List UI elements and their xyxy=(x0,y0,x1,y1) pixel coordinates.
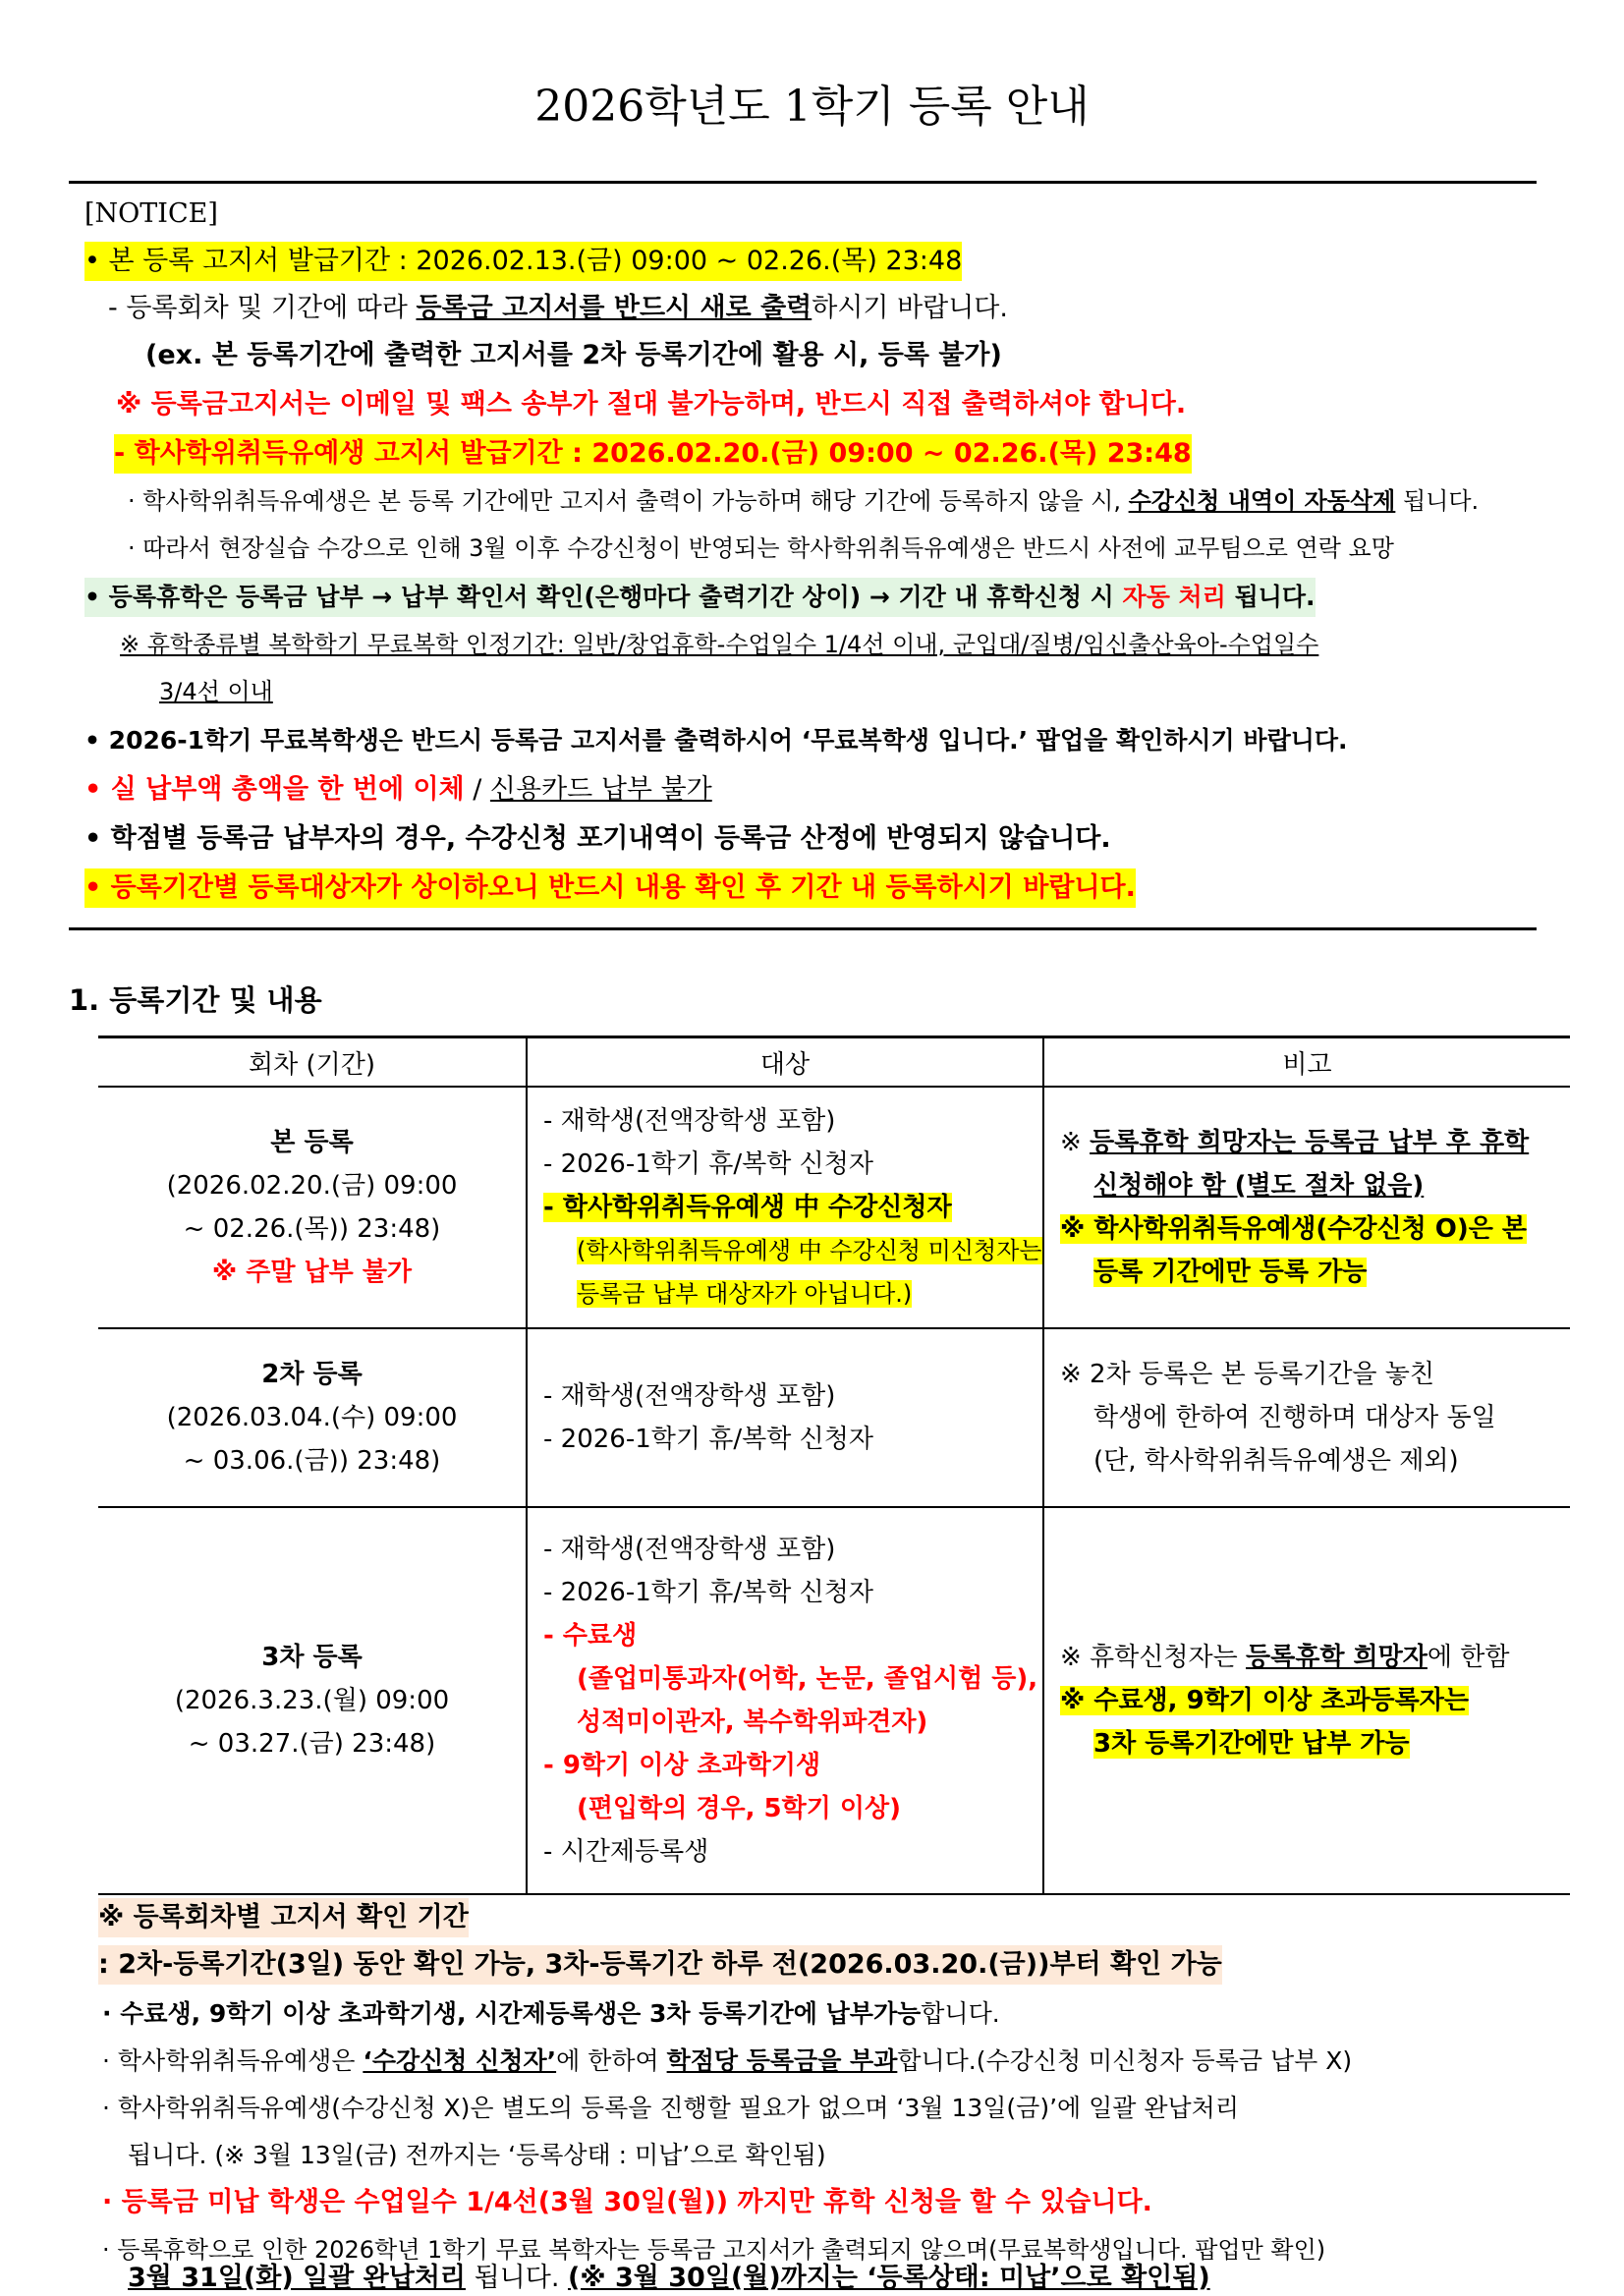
emphasis-text: (※ 3월 30일(월)까지는 ‘등록상태: 미납’으로 확인됨) xyxy=(567,2263,1210,2293)
round-name: 3차 등록 xyxy=(261,1643,363,1672)
target-cell xyxy=(527,1328,1043,1507)
footer-check-period-title: ※ 등록회차별 고지서 확인 기간 xyxy=(98,1898,469,1937)
text: 됩니다. xyxy=(465,2263,568,2293)
emphasis-text: ‘수강신청 신청자’ xyxy=(363,2046,557,2075)
text: ※ 휴학신청자는 xyxy=(1060,1643,1247,1672)
target-item: 성적미이관자, 복수학위파견자) xyxy=(577,1708,928,1737)
notice-field-practice: · 따라서 현장실습 수강으로 인해 3월 이후 수강신청이 반영되는 학사학위취득유예생은 반드시 사전에 교무팀으로 연락 요망 xyxy=(128,534,1394,562)
round-name: 2차 등록 xyxy=(261,1360,363,1389)
text: 에 한하여 xyxy=(556,2046,667,2075)
target-item: - 2026-1학기 휴/복학 신청자 xyxy=(543,1149,873,1179)
round-cell xyxy=(98,1328,527,1507)
target-item: (학사학위취득유예생 中 수강신청 미신청자는 xyxy=(577,1237,1042,1264)
footer-deferred-fee xyxy=(102,2042,1352,2081)
text: · 학사학위취득유예생은 본 등록 기간에만 고지서 출력이 가능하며 해당 기간에 등록하지 않을 시, xyxy=(128,487,1129,515)
notice-free-return-period: ※ 휴학종류별 복학학기 무료복학 인정기간: 일반/창업휴학-수업일수 1/4선 이내, 군입대/질병/임신출산육아-수업일수 xyxy=(120,631,1319,658)
text: 에 한함 xyxy=(1427,1643,1510,1672)
notice-deferred-period: - 학사학위취득유예생 고지서 발급기간 : 2026.02.20.(금) 09:00 ~ 02.26.(목) 23:48 xyxy=(114,434,1192,474)
footer-free-return: · 등록휴학으로 인한 2026학년 1학기 무료 복학자는 등록금 고지서가 출력되지 않으며(무료복학생입니다. 팝업만 확인) xyxy=(102,2236,1326,2264)
footer-check-period-detail: : 2차-등록기간(3일) 동안 확인 가능, 3차-등록기간 하루 전(2026.03.20.(금))부터 확인 가능 xyxy=(98,1945,1222,1985)
page-title: 2026학년도 1학기 등록 안내 xyxy=(534,82,1090,132)
text: · 수료생, 9학기 이상 초과학기생, 시간제등록생은 3차 등록기간에 납부가능 xyxy=(102,1999,922,2028)
target-item: - 재학생(전액장학생 포함) xyxy=(543,1535,836,1564)
footer-deferred-auto: · 학사학위취득유예생(수강신청 X)은 별도의 등록을 진행할 필요가 없으며 ‘3월 13일(금)’에 일괄 완납처리 xyxy=(102,2094,1239,2122)
target-item: (편입학의 경우, 5학기 이상) xyxy=(577,1794,902,1823)
remark-item: ※ 학사학위취득유예생(수강신청 O)은 본 xyxy=(1060,1214,1528,1244)
target-cell xyxy=(527,1507,1043,1894)
text: 됩니다. xyxy=(1225,583,1316,611)
footer-unpaid-leave: · 등록금 미납 학생은 수업일수 1/4선(3월 30일(월)) 까지만 휴학 신청을 할 수 있습니다. xyxy=(102,2187,1152,2217)
text: · 학사학위취득유예생은 xyxy=(102,2046,364,2075)
emphasis-text: 수강신청 내역이 자동삭제 xyxy=(1128,487,1396,515)
target-item: - 수료생 xyxy=(543,1621,638,1651)
emphasis-text: 등록금 고지서를 반드시 새로 출력 xyxy=(416,293,812,323)
round-period: ~ 03.27.(금) 23:48) xyxy=(188,1729,436,1759)
remark-cell xyxy=(1043,1328,1570,1507)
footer-deferred-auto-cont: 됩니다. (※ 3월 13일(금) 전까지는 ‘등록상태 : 미납’으로 확인됨) xyxy=(128,2141,826,2169)
notice-free-return-period-cont: 3/4선 이내 xyxy=(159,678,273,705)
remark-item: 3차 등록기간에만 납부 가능 xyxy=(1093,1729,1410,1759)
target-item: - 재학생(전액장학생 포함) xyxy=(543,1106,836,1136)
table-header-row xyxy=(98,1037,1570,1088)
round-name: 본 등록 xyxy=(270,1128,354,1157)
notice-bottom-rule xyxy=(69,927,1537,930)
text: 합니다.(수강신청 미신청자 등록금 납부 X) xyxy=(897,2046,1353,2075)
target-item: - 9학기 이상 초과학기생 xyxy=(543,1751,821,1780)
table-row xyxy=(98,1087,1570,1328)
footer-completion-students xyxy=(102,1994,1000,2034)
target-item: - 재학생(전액장학생 포함) xyxy=(543,1381,836,1411)
text: ※ xyxy=(1060,1128,1091,1157)
text: / xyxy=(464,774,490,805)
col-header-period: 회차 (기간) xyxy=(98,1037,527,1088)
round-note: ※ 주말 납부 불가 xyxy=(211,1258,413,1287)
remark-item: 신청해야 함 (별도 절차 없음) xyxy=(1093,1171,1425,1201)
round-period: ~ 03.06.(금)) 23:48) xyxy=(183,1446,441,1476)
round-period: ~ 02.26.(목)) 23:48) xyxy=(183,1214,441,1244)
notice-credit-payer: • 학점별 등록금 납부자의 경우, 수강신청 포기내역이 등록금 산정에 반영되지 않습니다. xyxy=(84,823,1111,854)
col-header-note: 비고 xyxy=(1043,1037,1570,1088)
footer-free-return-cont xyxy=(128,2262,1210,2295)
remark-cell xyxy=(1043,1087,1570,1328)
remark-item: ※ 2차 등록은 본 등록기간을 놓친 xyxy=(1060,1360,1435,1389)
round-cell xyxy=(98,1507,527,1894)
emphasis-text: 자동 처리 xyxy=(1122,583,1226,611)
round-cell xyxy=(98,1087,527,1328)
notice-reprint-line xyxy=(108,289,1008,328)
notice-free-return-popup: • 2026-1학기 무료복학생은 반드시 등록금 고지서를 출력하시어 ‘무료복학생 입니다.’ 팝업을 확인하시기 바랍니다. xyxy=(84,726,1348,755)
section-heading: 1. 등록기간 및 내용 xyxy=(69,983,322,1017)
col-header-target: 대상 xyxy=(527,1037,1043,1088)
notice-issue-period: • 본 등록 고지서 발급기간 : 2026.02.13.(금) 09:00 ~ 02.26.(목) 23:48 xyxy=(84,242,962,281)
remark-item: 등록휴학 희망자는 등록금 납부 후 휴학 xyxy=(1090,1128,1530,1157)
table-row xyxy=(98,1507,1570,1894)
notice-header: [NOTICE] xyxy=(84,198,218,229)
text: • 등록휴학은 등록금 납부 → 납부 확인서 확인(은행마다 출력기간 상이) → 기간 내 휴학신청 시 xyxy=(84,583,1123,611)
emphasis-text: 학점당 등록금을 부과 xyxy=(666,2046,898,2075)
remark-item: (단, 학사학위취득유예생은 제외) xyxy=(1093,1446,1459,1476)
target-item: - 학사학위취득유예생 中 수강신청자 xyxy=(543,1193,952,1222)
text: 됩니다. xyxy=(1395,487,1480,515)
target-item: - 2026-1학기 휴/복학 신청자 xyxy=(543,1578,873,1607)
notice-leave-process xyxy=(84,578,1316,617)
text: - 등록회차 및 기간에 따라 xyxy=(108,293,417,323)
target-item: - 시간제등록생 xyxy=(543,1837,709,1867)
target-item: 등록금 납부 대상자가 아닙니다.) xyxy=(577,1280,913,1308)
text: 하시기 바랍니다. xyxy=(812,293,1008,323)
emphasis-text: 3월 31일(화) 일괄 완납처리 xyxy=(128,2263,466,2293)
remark-cell xyxy=(1043,1507,1570,1894)
remark-item: 학생에 한하여 진행하며 대상자 동일 xyxy=(1093,1403,1496,1432)
remark-item: 등록휴학 희망자 xyxy=(1246,1643,1428,1672)
round-period: (2026.03.04.(수) 09:00 xyxy=(166,1403,458,1432)
notice-example-line: (ex. 본 등록기간에 출력한 고지서를 2차 등록기간에 활용 시, 등록 불가) xyxy=(145,340,1002,370)
notice-deferred-detail xyxy=(128,481,1479,521)
notice-print-warning: ※ 등록금고지서는 이메일 및 팩스 송부가 절대 불가능하며, 반드시 직접 출력하셔야 합니다. xyxy=(116,389,1187,420)
text: 신용카드 납부 불가 xyxy=(489,774,712,805)
remark-item: ※ 수료생, 9학기 이상 초과등록자는 xyxy=(1060,1686,1469,1715)
round-period: (2026.02.20.(금) 09:00 xyxy=(166,1171,458,1201)
text: 합니다. xyxy=(921,1999,1000,2028)
registration-table xyxy=(98,1036,1570,1895)
notice-payment-rule xyxy=(84,770,712,810)
remark-item: 등록 기간에만 등록 가능 xyxy=(1093,1258,1368,1287)
round-period: (2026.3.23.(월) 09:00 xyxy=(174,1686,450,1715)
text: • 실 납부액 총액을 한 번에 이체 xyxy=(84,774,465,805)
target-cell xyxy=(527,1087,1043,1328)
notice-check-warning: • 등록기간별 등록대상자가 상이하오니 반드시 내용 확인 후 기간 내 등록하시기 바랍니다. xyxy=(84,868,1136,908)
notice-top-rule xyxy=(69,181,1537,184)
target-item: (졸업미통과자(어학, 논문, 졸업시험 등), xyxy=(577,1664,1038,1694)
table-row xyxy=(98,1328,1570,1507)
target-item: - 2026-1학기 휴/복학 신청자 xyxy=(543,1425,873,1454)
